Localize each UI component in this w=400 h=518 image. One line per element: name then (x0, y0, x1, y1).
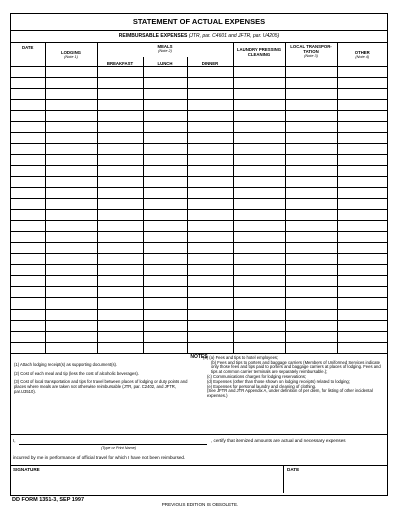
expense-cell[interactable] (11, 265, 45, 276)
expense-cell[interactable] (11, 320, 45, 331)
col-local-label: LOCAL TRANSPOR- TATION (290, 44, 332, 54)
expense-cell[interactable] (187, 66, 233, 77)
expense-cell[interactable] (143, 143, 187, 154)
expense-cell[interactable] (143, 221, 187, 232)
expense-cell[interactable] (45, 298, 97, 309)
expense-cell[interactable] (143, 309, 187, 320)
expense-cell[interactable] (187, 143, 233, 154)
expense-cell[interactable] (11, 132, 45, 143)
expense-cell[interactable] (337, 188, 387, 199)
expense-cell[interactable] (187, 110, 233, 121)
expense-cell[interactable] (97, 77, 143, 88)
expense-cell[interactable] (233, 99, 285, 110)
expense-cell[interactable] (143, 121, 187, 132)
expense-cell[interactable] (337, 110, 387, 121)
expense-cell[interactable] (45, 331, 97, 342)
notes-title: NOTES (190, 353, 208, 360)
expense-cell[interactable] (285, 188, 337, 199)
expense-cell[interactable] (285, 143, 337, 154)
expense-cell[interactable] (45, 265, 97, 276)
expense-cell[interactable] (187, 154, 233, 165)
expense-cell[interactable] (11, 199, 45, 210)
expense-cell[interactable] (97, 110, 143, 121)
expense-cell[interactable] (45, 66, 97, 77)
expense-cell[interactable] (337, 165, 387, 176)
expense-cell[interactable] (285, 265, 337, 276)
expense-form (10, 13, 388, 496)
col-other-note: (Note 4) (355, 55, 370, 59)
note-4c: (c) Communications charges for lodging reservations; (207, 373, 307, 379)
expense-cell[interactable] (11, 154, 45, 165)
expense-cell[interactable] (97, 276, 143, 287)
expense-cell[interactable] (187, 232, 233, 243)
expense-cell[interactable] (285, 210, 337, 221)
expense-row (11, 99, 387, 110)
expense-row (11, 243, 387, 254)
expense-cell[interactable] (285, 121, 337, 132)
expense-cell[interactable] (97, 66, 143, 77)
expense-cell[interactable] (337, 243, 387, 254)
expense-cell[interactable] (143, 254, 187, 265)
expense-cell[interactable] (11, 342, 45, 353)
expense-row (11, 66, 387, 77)
date-label: DATE (287, 466, 300, 472)
expense-row (11, 287, 387, 298)
expense-row (11, 143, 387, 154)
expense-cell[interactable] (337, 121, 387, 132)
expense-cell[interactable] (97, 210, 143, 221)
expense-cell[interactable] (233, 265, 285, 276)
notes-section (11, 354, 387, 435)
note-1: (1) Attach lodging receipt(s) as supporting document(s). (14, 361, 118, 367)
expense-cell[interactable] (187, 254, 233, 265)
expense-cell[interactable] (337, 298, 387, 309)
form-number: DD FORM 1351-3, SEP 1997 (12, 497, 85, 503)
expense-cell[interactable] (143, 342, 187, 353)
expense-cell[interactable] (143, 110, 187, 121)
expense-cell[interactable] (233, 342, 285, 353)
col-local (285, 43, 337, 66)
expense-cell[interactable] (337, 232, 387, 243)
expense-cell[interactable] (337, 132, 387, 143)
expense-row (11, 132, 387, 143)
expense-row (11, 309, 387, 320)
expense-row (11, 265, 387, 276)
expense-cell[interactable] (233, 110, 285, 121)
expense-cell[interactable] (97, 342, 143, 353)
expense-cell[interactable] (11, 99, 45, 110)
note-4d: (d) Expenses (other than those shown on lodging receipts) related to lodging; (207, 378, 350, 384)
expense-cell[interactable] (45, 132, 97, 143)
cert-incurred: incurred by me in performance of official travel for which I have not been reimbursed. (13, 454, 186, 460)
col-meals-label: MEALS (157, 44, 173, 49)
expense-cell[interactable] (187, 199, 233, 210)
col-other-label: OTHER (354, 50, 370, 55)
expense-row (11, 331, 387, 342)
expense-row (11, 232, 387, 243)
expense-cell[interactable] (97, 221, 143, 232)
expense-cell[interactable] (187, 221, 233, 232)
expense-cell[interactable] (233, 121, 285, 132)
expense-cell[interactable] (11, 287, 45, 298)
expense-cell[interactable] (233, 276, 285, 287)
expense-cell[interactable] (187, 276, 233, 287)
expense-cell[interactable] (45, 276, 97, 287)
expense-cell[interactable] (97, 165, 143, 176)
expense-cell[interactable] (337, 99, 387, 110)
expense-cell[interactable] (285, 254, 337, 265)
expense-cell[interactable] (11, 276, 45, 287)
expense-cell[interactable] (97, 199, 143, 210)
expense-cell[interactable] (97, 243, 143, 254)
expense-cell[interactable] (285, 309, 337, 320)
expense-cell[interactable] (285, 199, 337, 210)
expense-cell[interactable] (97, 254, 143, 265)
expense-cell[interactable] (45, 221, 97, 232)
expense-cell[interactable] (143, 265, 187, 276)
form-title: STATEMENT OF ACTUAL EXPENSES (11, 14, 387, 31)
expense-row (11, 320, 387, 331)
col-breakfast: BREAKFAST (97, 57, 143, 66)
subtitle-ref: (JTR, par. C4601 and JFTR, par. U4205) (188, 33, 280, 39)
expense-row (11, 154, 387, 165)
expense-cell[interactable] (143, 210, 187, 221)
expense-cell[interactable] (285, 88, 337, 99)
note-4f: (See JFTR and JTR Appendix A, under definition of per diem, for listing of other incidental expenses.) (207, 388, 373, 399)
expense-row (11, 221, 387, 232)
expense-cell[interactable] (11, 298, 45, 309)
expense-cell[interactable] (143, 188, 187, 199)
expense-cell[interactable] (11, 121, 45, 132)
expense-row (11, 88, 387, 99)
col-meals (97, 43, 233, 57)
expense-cell[interactable] (233, 232, 285, 243)
cert-i: I, (13, 437, 16, 443)
expense-rows (11, 66, 387, 353)
expense-cell[interactable] (233, 154, 285, 165)
expense-cell[interactable] (143, 176, 187, 187)
expense-cell[interactable] (97, 232, 143, 243)
expense-cell[interactable] (233, 132, 285, 143)
expense-cell[interactable] (233, 77, 285, 88)
expense-cell[interactable] (285, 66, 337, 77)
expense-cell[interactable] (97, 320, 143, 331)
expense-cell[interactable] (233, 210, 285, 221)
expense-row (11, 165, 387, 176)
name-field[interactable] (19, 444, 207, 445)
expense-cell[interactable] (233, 287, 285, 298)
expense-cell[interactable] (97, 298, 143, 309)
expense-cell[interactable] (45, 143, 97, 154)
expense-cell[interactable] (97, 309, 143, 320)
expense-cell[interactable] (337, 66, 387, 77)
expense-cell[interactable] (233, 188, 285, 199)
expense-row (11, 121, 387, 132)
expense-cell[interactable] (11, 110, 45, 121)
expense-cell[interactable] (97, 143, 143, 154)
col-lodging-note: (Note 1) (64, 55, 78, 59)
expense-cell[interactable] (285, 276, 337, 287)
expense-cell[interactable] (337, 287, 387, 298)
expense-cell[interactable] (45, 176, 97, 187)
expense-cell[interactable] (45, 232, 97, 243)
expense-cell[interactable] (233, 176, 285, 187)
expense-cell[interactable] (143, 88, 187, 99)
expense-cell[interactable] (11, 188, 45, 199)
signature-label: SIGNATURE (13, 466, 40, 472)
expense-cell[interactable] (285, 154, 337, 165)
expense-cell[interactable] (337, 254, 387, 265)
form-subtitle (11, 31, 387, 43)
expense-cell[interactable] (337, 143, 387, 154)
expense-cell[interactable] (187, 165, 233, 176)
expense-cell[interactable] (187, 99, 233, 110)
expense-cell[interactable] (233, 309, 285, 320)
expense-row (11, 110, 387, 121)
expense-cell[interactable] (285, 165, 337, 176)
expense-cell[interactable] (45, 165, 97, 176)
expense-cell[interactable] (45, 243, 97, 254)
expense-cell[interactable] (337, 210, 387, 221)
expense-row (11, 276, 387, 287)
expense-cell[interactable] (11, 232, 45, 243)
expense-cell[interactable] (337, 199, 387, 210)
expense-cell[interactable] (11, 77, 45, 88)
expense-cell[interactable] (97, 331, 143, 342)
expense-cell[interactable] (285, 132, 337, 143)
expense-cell[interactable] (97, 176, 143, 187)
expense-cell[interactable] (45, 77, 97, 88)
certification (11, 435, 387, 466)
expense-cell[interactable] (45, 210, 97, 221)
note-3: (3) Cost of local transportation and tips for travel between places of lodging or duty points and places where meals are taken not otherwise reimbursable (JTR, par. C2402, and JFTR, par.U3510). (14, 379, 188, 394)
col-dinner: DINNER (187, 57, 233, 66)
expense-cell[interactable] (97, 99, 143, 110)
note-4e: (e) Expenses for personal laundry and cleaning of clothing. (207, 383, 317, 389)
expense-cell[interactable] (11, 254, 45, 265)
expense-row (11, 176, 387, 187)
expense-cell[interactable] (187, 320, 233, 331)
expense-cell[interactable] (285, 287, 337, 298)
expense-cell[interactable] (187, 243, 233, 254)
expense-cell[interactable] (233, 88, 285, 99)
expense-cell[interactable] (11, 243, 45, 254)
expense-cell[interactable] (285, 243, 337, 254)
expense-cell[interactable] (97, 265, 143, 276)
signature-row (11, 466, 387, 493)
expense-row (11, 188, 387, 199)
expense-cell[interactable] (233, 165, 285, 176)
note-4b: (b) Fees and tips to porters and baggage carriers (Members of Uniformed Services indicate only those fees and tips paid to porters and baggage carriers at places of lodging. Fees and tips at common carrier terminals are separately reimbursable.); (211, 359, 381, 375)
expense-cell[interactable] (45, 342, 97, 353)
notes-left (14, 363, 194, 399)
expense-cell[interactable] (45, 254, 97, 265)
expense-cell[interactable] (337, 320, 387, 331)
expense-cell[interactable] (337, 176, 387, 187)
expense-cell[interactable] (337, 88, 387, 99)
expense-row (11, 254, 387, 265)
expense-cell[interactable] (233, 199, 285, 210)
expense-cell[interactable] (187, 210, 233, 221)
expense-cell[interactable] (143, 77, 187, 88)
expense-cell[interactable] (45, 287, 97, 298)
expense-cell[interactable] (337, 331, 387, 342)
expense-cell[interactable] (143, 243, 187, 254)
expense-cell[interactable] (187, 132, 233, 143)
expense-cell[interactable] (233, 320, 285, 331)
col-laundry: LAUNDRY PRESSING CLEANING (233, 43, 285, 66)
expense-cell[interactable] (233, 221, 285, 232)
expense-cell[interactable] (187, 265, 233, 276)
expense-cell[interactable] (233, 143, 285, 154)
expense-cell[interactable] (45, 121, 97, 132)
expense-cell[interactable] (143, 331, 187, 342)
expense-cell[interactable] (45, 320, 97, 331)
col-other (337, 43, 387, 66)
expense-cell[interactable] (11, 66, 45, 77)
subtitle-bold: REIMBURSABLE EXPENSES (118, 33, 188, 39)
expense-cell[interactable] (45, 99, 97, 110)
expense-cell[interactable] (11, 210, 45, 221)
expense-cell[interactable] (187, 342, 233, 353)
expense-cell[interactable] (285, 331, 337, 342)
expense-cell[interactable] (11, 331, 45, 342)
expense-cell[interactable] (337, 221, 387, 232)
expense-cell[interactable] (97, 188, 143, 199)
expense-cell[interactable] (187, 287, 233, 298)
expense-cell[interactable] (285, 77, 337, 88)
expense-cell[interactable] (285, 176, 337, 187)
expense-cell[interactable] (233, 66, 285, 77)
expense-cell[interactable] (45, 309, 97, 320)
expense-row (11, 342, 387, 353)
expense-cell[interactable] (187, 331, 233, 342)
note-2: (2) Cost of each meal and tip (less the cost of alcoholic beverages). (14, 370, 139, 376)
expense-cell[interactable] (285, 342, 337, 353)
col-lodging-label: LODGING (60, 50, 82, 55)
expense-cell[interactable] (11, 165, 45, 176)
expense-cell[interactable] (45, 188, 97, 199)
expense-row (11, 298, 387, 309)
type-name-label: (Type or Print Name) (101, 445, 137, 450)
expense-cell[interactable] (11, 88, 45, 99)
expense-cell[interactable] (97, 154, 143, 165)
expense-cell[interactable] (285, 298, 337, 309)
expense-cell[interactable] (143, 287, 187, 298)
notes-right (203, 356, 383, 399)
expense-cell[interactable] (285, 110, 337, 121)
expense-cell[interactable] (337, 309, 387, 320)
expense-cell[interactable] (97, 88, 143, 99)
col-local-note: (Note 3) (304, 54, 318, 58)
expense-cell[interactable] (143, 320, 187, 331)
expense-cell[interactable] (11, 143, 45, 154)
expense-cell[interactable] (337, 276, 387, 287)
previous-edition: PREVIOUS EDITION IS OBSOLETE. (161, 502, 239, 507)
expense-cell[interactable] (337, 77, 387, 88)
expense-cell[interactable] (337, 265, 387, 276)
expense-cell[interactable] (187, 188, 233, 199)
expense-cell[interactable] (187, 298, 233, 309)
col-meals-note: (Note 2) (158, 49, 172, 53)
expense-cell[interactable] (97, 132, 143, 143)
expense-cell[interactable] (187, 309, 233, 320)
expense-cell[interactable] (143, 199, 187, 210)
expense-cell[interactable] (285, 99, 337, 110)
expense-cell[interactable] (285, 320, 337, 331)
expense-cell[interactable] (45, 154, 97, 165)
cert-text: , certify that itemized amounts are actual and necessary expenses (211, 437, 346, 443)
expense-cell[interactable] (143, 232, 187, 243)
expense-cell[interactable] (233, 298, 285, 309)
expense-cell[interactable] (285, 232, 337, 243)
expense-row (11, 199, 387, 210)
expense-cell[interactable] (187, 77, 233, 88)
expense-cell[interactable] (97, 121, 143, 132)
expense-cell[interactable] (45, 199, 97, 210)
expense-cell[interactable] (45, 110, 97, 121)
expense-cell[interactable] (45, 88, 97, 99)
expense-cell[interactable] (337, 342, 387, 353)
expense-cell[interactable] (143, 298, 187, 309)
col-lunch: LUNCH (143, 57, 187, 66)
expense-cell[interactable] (143, 132, 187, 143)
expense-table (11, 43, 387, 354)
expense-cell[interactable] (233, 243, 285, 254)
expense-cell[interactable] (11, 309, 45, 320)
expense-cell[interactable] (143, 99, 187, 110)
expense-cell[interactable] (187, 88, 233, 99)
expense-cell[interactable] (143, 165, 187, 176)
expense-cell[interactable] (11, 221, 45, 232)
expense-cell[interactable] (187, 176, 233, 187)
expense-cell[interactable] (143, 66, 187, 77)
note-4a: (4) (a) Fees and tips to hotel employees; (203, 354, 279, 360)
signature-divider (283, 466, 284, 493)
expense-cell[interactable] (337, 154, 387, 165)
expense-cell[interactable] (143, 276, 187, 287)
expense-cell[interactable] (11, 176, 45, 187)
col-lodging (45, 43, 97, 66)
expense-cell[interactable] (97, 287, 143, 298)
expense-cell[interactable] (233, 331, 285, 342)
expense-cell[interactable] (187, 121, 233, 132)
expense-row (11, 210, 387, 221)
expense-cell[interactable] (143, 154, 187, 165)
expense-cell[interactable] (233, 254, 285, 265)
expense-cell[interactable] (285, 221, 337, 232)
col-date: DATE (11, 43, 45, 66)
expense-row (11, 77, 387, 88)
